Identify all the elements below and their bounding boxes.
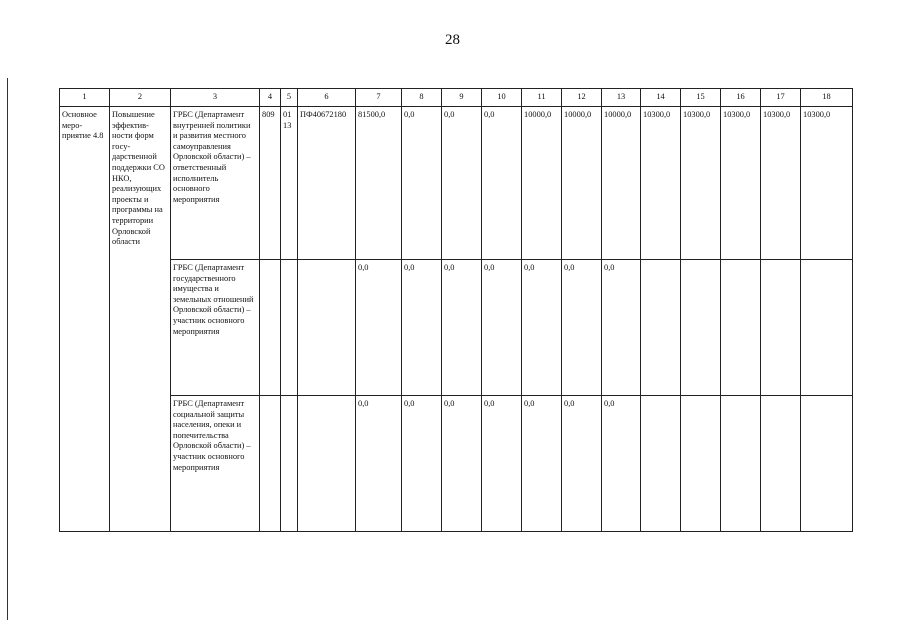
value-cell: 0,0 [562, 396, 602, 532]
activity-description-cell: Повышение эффектив-ности форм госу-дарственной поддержки СО НКО, реализующих проекты и программы на территории Орловской области [110, 107, 171, 532]
value-cell: 0,0 [442, 260, 482, 396]
value-cell: 10300,0 [641, 107, 681, 260]
value-cell: 0,0 [356, 396, 402, 532]
value-cell: 0,0 [522, 260, 562, 396]
margin-line [7, 78, 8, 620]
column-numbers-row [60, 89, 853, 107]
code-cell: ПФ40672180 [298, 107, 356, 260]
value-cell [801, 260, 853, 396]
header-cell: 1 [60, 89, 110, 107]
code-cell [260, 396, 281, 532]
header-cell: 11 [522, 89, 562, 107]
value-cell [761, 396, 801, 532]
value-cell: 0,0 [402, 260, 442, 396]
value-cell [761, 260, 801, 396]
header-cell: 16 [721, 89, 761, 107]
value-cell: 0,0 [402, 396, 442, 532]
header-cell: 15 [681, 89, 721, 107]
value-cell [801, 396, 853, 532]
value-cell: 10300,0 [801, 107, 853, 260]
value-cell: 0,0 [442, 107, 482, 260]
table-row [60, 396, 853, 532]
value-cell: 0,0 [602, 396, 641, 532]
header-cell: 2 [110, 89, 171, 107]
header-cell: 9 [442, 89, 482, 107]
value-cell: 10000,0 [562, 107, 602, 260]
value-cell: 0,0 [602, 260, 641, 396]
value-cell [721, 396, 761, 532]
executor-cell: ГРБС (Департамент внутренней политики и развития местного самоуправления Орловской области) – ответственный исполнитель основного мероприятия [171, 107, 260, 260]
header-cell: 18 [801, 89, 853, 107]
header-cell: 7 [356, 89, 402, 107]
value-cell: 0,0 [482, 260, 522, 396]
header-cell: 17 [761, 89, 801, 107]
activity-name-cell: Основное меро-приятие 4.8 [60, 107, 110, 532]
table-row [60, 107, 853, 260]
value-cell: 0,0 [482, 396, 522, 532]
header-cell: 10 [482, 89, 522, 107]
code-cell [298, 260, 356, 396]
code-cell [298, 396, 356, 532]
table-row [60, 260, 853, 396]
value-cell: 10000,0 [602, 107, 641, 260]
budget-table [59, 88, 853, 532]
executor-cell: ГРБС (Департамент социальной защиты населения, опеки и попечительства Орловской области) – участник основного мероприятия [171, 396, 260, 532]
value-cell [681, 396, 721, 532]
value-cell: 0,0 [356, 260, 402, 396]
executor-cell: ГРБС (Департамент государственного имущества и земельных отношений Орловской области) – участник основного мероприятия [171, 260, 260, 396]
value-cell [681, 260, 721, 396]
code-cell: 0113 [281, 107, 298, 260]
value-cell [641, 396, 681, 532]
value-cell: 0,0 [442, 396, 482, 532]
code-cell [281, 260, 298, 396]
value-cell: 0,0 [482, 107, 522, 260]
value-cell: 0,0 [402, 107, 442, 260]
value-cell: 0,0 [562, 260, 602, 396]
value-cell: 10000,0 [522, 107, 562, 260]
value-cell: 10300,0 [761, 107, 801, 260]
value-cell: 10300,0 [721, 107, 761, 260]
value-cell [721, 260, 761, 396]
header-cell: 14 [641, 89, 681, 107]
code-cell [281, 396, 298, 532]
value-cell: 81500,0 [356, 107, 402, 260]
header-cell: 13 [602, 89, 641, 107]
code-cell: 809 [260, 107, 281, 260]
header-cell: 3 [171, 89, 260, 107]
value-cell [641, 260, 681, 396]
header-cell: 8 [402, 89, 442, 107]
value-cell: 0,0 [522, 396, 562, 532]
page-number: 28 [445, 32, 460, 48]
header-cell: 5 [281, 89, 298, 107]
header-cell: 6 [298, 89, 356, 107]
header-cell: 4 [260, 89, 281, 107]
header-cell: 12 [562, 89, 602, 107]
value-cell: 10300,0 [681, 107, 721, 260]
code-cell [260, 260, 281, 396]
